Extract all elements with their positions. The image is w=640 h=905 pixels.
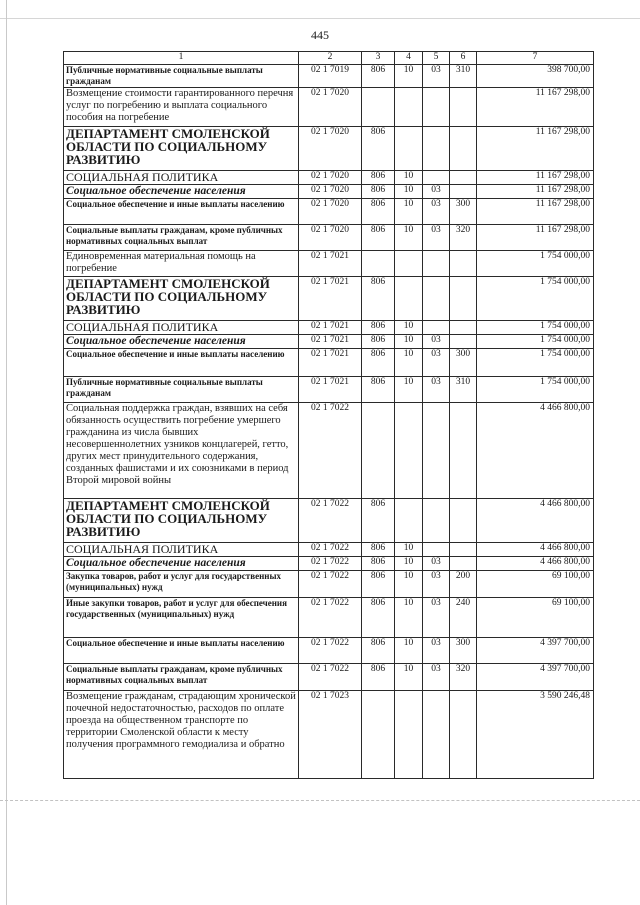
row-target-code: 02 1 7021: [299, 321, 362, 335]
row-section-code: 10: [395, 225, 423, 251]
row-expense-type-code: 320: [450, 664, 477, 691]
row-name: Социальное обеспечение населения: [64, 335, 299, 349]
row-department-code: 806: [362, 377, 395, 403]
row-department-code: 806: [362, 349, 395, 377]
row-amount: 1 754 000,00: [477, 321, 594, 335]
row-name: Единовременная материальная помощь на погребение: [64, 251, 299, 277]
budget-table: [63, 51, 594, 779]
table-row: [64, 557, 594, 571]
row-amount: 4 466 800,00: [477, 499, 594, 543]
row-subsection-code: 03: [423, 65, 450, 88]
row-amount: 11 167 298,00: [477, 88, 594, 127]
row-name: Социальные выплаты гражданам, кроме публичных нормативных социальных выплат: [64, 225, 299, 251]
row-subsection-code: 03: [423, 664, 450, 691]
row-expense-type-code: [450, 277, 477, 321]
row-expense-type-code: [450, 251, 477, 277]
row-department-code: 806: [362, 199, 395, 225]
row-subsection-code: [423, 171, 450, 185]
row-name: ДЕПАРТАМЕНТ СМОЛЕНСКОЙ ОБЛАСТИ ПО СОЦИАЛЬНОМУ РАЗВИТИЮ: [64, 277, 299, 321]
table-row: [64, 185, 594, 199]
row-target-code: 02 1 7021: [299, 277, 362, 321]
table-row: [64, 171, 594, 185]
row-target-code: 02 1 7023: [299, 691, 362, 779]
row-amount: 398 700,00: [477, 65, 594, 88]
row-expense-type-code: 310: [450, 65, 477, 88]
table-row: [64, 88, 594, 127]
row-department-code: 806: [362, 171, 395, 185]
row-amount: 1 754 000,00: [477, 377, 594, 403]
row-expense-type-code: [450, 557, 477, 571]
row-name: Публичные нормативные социальные выплаты гражданам: [64, 65, 299, 88]
row-name: Социальная поддержка граждан, взявших на себя обязанность осуществить погребение умершего гражданина из числа бывших несовершеннолетних узников концлагерей, гетто, других мест принудительного содержания, созданных фашистами и их союзниками в период Второй мировой войны: [64, 403, 299, 499]
row-expense-type-code: 300: [450, 638, 477, 664]
row-subsection-code: 03: [423, 335, 450, 349]
table-row: [64, 65, 594, 88]
row-subsection-code: [423, 691, 450, 779]
row-amount: 4 466 800,00: [477, 557, 594, 571]
row-amount: 3 590 246,48: [477, 691, 594, 779]
row-name: Социальное обеспечение и иные выплаты населению: [64, 638, 299, 664]
row-department-code: 806: [362, 598, 395, 638]
row-subsection-code: [423, 251, 450, 277]
scan-edge-left: [6, 0, 7, 905]
row-section-code: [395, 277, 423, 321]
row-section-code: 10: [395, 65, 423, 88]
table-row: [64, 225, 594, 251]
row-target-code: 02 1 7020: [299, 199, 362, 225]
row-section-code: 10: [395, 185, 423, 199]
row-department-code: 806: [362, 557, 395, 571]
row-amount: 1 754 000,00: [477, 251, 594, 277]
row-section-code: [395, 499, 423, 543]
row-section-code: 10: [395, 664, 423, 691]
row-target-code: 02 1 7022: [299, 571, 362, 598]
row-section-code: [395, 127, 423, 171]
row-expense-type-code: [450, 127, 477, 171]
scan-edge-top: [0, 18, 640, 19]
row-section-code: 10: [395, 557, 423, 571]
row-expense-type-code: 240: [450, 598, 477, 638]
table-row: [64, 598, 594, 638]
table-row: [64, 403, 594, 499]
row-name: СОЦИАЛЬНАЯ ПОЛИТИКА: [64, 171, 299, 185]
table-row: [64, 321, 594, 335]
table-row: [64, 277, 594, 321]
row-section-code: 10: [395, 171, 423, 185]
row-section-code: 10: [395, 199, 423, 225]
row-name: ДЕПАРТАМЕНТ СМОЛЕНСКОЙ ОБЛАСТИ ПО СОЦИАЛЬНОМУ РАЗВИТИЮ: [64, 499, 299, 543]
table-row: [64, 664, 594, 691]
row-department-code: 806: [362, 499, 395, 543]
row-name: Социальное обеспечение и иные выплаты населению: [64, 349, 299, 377]
row-subsection-code: 03: [423, 557, 450, 571]
row-expense-type-code: 300: [450, 349, 477, 377]
row-department-code: 806: [362, 335, 395, 349]
table-row: [64, 199, 594, 225]
header-col-4: 4: [395, 52, 423, 65]
row-section-code: 10: [395, 571, 423, 598]
row-amount: 11 167 298,00: [477, 225, 594, 251]
row-target-code: 02 1 7022: [299, 543, 362, 557]
row-name: Возмещение стоимости гарантированного перечня услуг по погребению и выплата социального пособия на погребение: [64, 88, 299, 127]
row-department-code: 806: [362, 185, 395, 199]
row-department-code: [362, 251, 395, 277]
row-amount: 1 754 000,00: [477, 349, 594, 377]
row-section-code: 10: [395, 543, 423, 557]
row-department-code: 806: [362, 638, 395, 664]
row-amount: 4 397 700,00: [477, 664, 594, 691]
row-target-code: 02 1 7022: [299, 664, 362, 691]
row-subsection-code: 03: [423, 185, 450, 199]
row-subsection-code: [423, 127, 450, 171]
row-section-code: [395, 251, 423, 277]
header-col-1: 1: [64, 52, 299, 65]
row-name: Публичные нормативные социальные выплаты гражданам: [64, 377, 299, 403]
row-target-code: 02 1 7020: [299, 185, 362, 199]
row-target-code: 02 1 7020: [299, 127, 362, 171]
row-name: Иные закупки товаров, работ и услуг для обеспечения государственных (муниципальных) нужд: [64, 598, 299, 638]
row-target-code: 02 1 7019: [299, 65, 362, 88]
row-amount: 11 167 298,00: [477, 185, 594, 199]
header-col-5: 5: [423, 52, 450, 65]
row-amount: 4 466 800,00: [477, 543, 594, 557]
row-section-code: 10: [395, 377, 423, 403]
row-amount: 4 397 700,00: [477, 638, 594, 664]
row-target-code: 02 1 7022: [299, 638, 362, 664]
row-target-code: 02 1 7022: [299, 598, 362, 638]
row-target-code: 02 1 7020: [299, 88, 362, 127]
row-section-code: 10: [395, 335, 423, 349]
row-name: Социальное обеспечение населения: [64, 557, 299, 571]
row-subsection-code: [423, 88, 450, 127]
row-subsection-code: [423, 277, 450, 321]
table-row: [64, 377, 594, 403]
row-expense-type-code: [450, 171, 477, 185]
row-amount: 1 754 000,00: [477, 335, 594, 349]
scan-fold-line: [0, 800, 640, 802]
row-name: Возмещение гражданам, страдающим хронической почечной недостаточностью, расходов по оплате проезда на общественном транспорте по территории Смоленской области к месту получения программного гемодиализа и обратно: [64, 691, 299, 779]
row-subsection-code: 03: [423, 598, 450, 638]
row-subsection-code: 03: [423, 225, 450, 251]
row-subsection-code: 03: [423, 377, 450, 403]
row-target-code: 02 1 7022: [299, 557, 362, 571]
table-row: [64, 251, 594, 277]
row-name: Социальное обеспечение населения: [64, 185, 299, 199]
row-department-code: 806: [362, 277, 395, 321]
row-subsection-code: [423, 321, 450, 335]
row-subsection-code: 03: [423, 638, 450, 664]
row-name: СОЦИАЛЬНАЯ ПОЛИТИКА: [64, 543, 299, 557]
row-amount: 11 167 298,00: [477, 199, 594, 225]
row-target-code: 02 1 7022: [299, 403, 362, 499]
row-department-code: [362, 88, 395, 127]
header-col-6: 6: [450, 52, 477, 65]
row-expense-type-code: [450, 543, 477, 557]
row-section-code: 10: [395, 349, 423, 377]
row-department-code: 806: [362, 225, 395, 251]
row-section-code: [395, 403, 423, 499]
row-expense-type-code: 310: [450, 377, 477, 403]
row-subsection-code: 03: [423, 349, 450, 377]
row-department-code: 806: [362, 571, 395, 598]
row-target-code: 02 1 7022: [299, 499, 362, 543]
table-row: [64, 127, 594, 171]
row-department-code: 806: [362, 543, 395, 557]
row-section-code: 10: [395, 598, 423, 638]
row-section-code: 10: [395, 321, 423, 335]
row-department-code: 806: [362, 664, 395, 691]
row-department-code: 806: [362, 127, 395, 171]
page-number: 445: [311, 28, 329, 42]
row-department-code: [362, 691, 395, 779]
row-expense-type-code: [450, 499, 477, 543]
row-department-code: 806: [362, 65, 395, 88]
table-row: [64, 335, 594, 349]
row-target-code: 02 1 7021: [299, 349, 362, 377]
row-expense-type-code: [450, 88, 477, 127]
row-subsection-code: [423, 543, 450, 557]
row-section-code: [395, 88, 423, 127]
row-expense-type-code: [450, 403, 477, 499]
row-expense-type-code: [450, 185, 477, 199]
table-row: [64, 571, 594, 598]
table-header-row: [64, 52, 594, 65]
table-row: [64, 543, 594, 557]
row-amount: 11 167 298,00: [477, 127, 594, 171]
row-section-code: 10: [395, 638, 423, 664]
row-amount: 1 754 000,00: [477, 277, 594, 321]
row-target-code: 02 1 7020: [299, 225, 362, 251]
row-amount: 69 100,00: [477, 598, 594, 638]
row-name: ДЕПАРТАМЕНТ СМОЛЕНСКОЙ ОБЛАСТИ ПО СОЦИАЛЬНОМУ РАЗВИТИЮ: [64, 127, 299, 171]
table-row: [64, 349, 594, 377]
row-name: Социальные выплаты гражданам, кроме публичных нормативных социальных выплат: [64, 664, 299, 691]
row-expense-type-code: 300: [450, 199, 477, 225]
table-row: [64, 638, 594, 664]
table-row: [64, 691, 594, 779]
table-row: [64, 499, 594, 543]
row-amount: 69 100,00: [477, 571, 594, 598]
header-col-3: 3: [362, 52, 395, 65]
row-subsection-code: [423, 403, 450, 499]
row-target-code: 02 1 7021: [299, 251, 362, 277]
row-amount: 4 466 800,00: [477, 403, 594, 499]
row-name: Закупка товаров, работ и услуг для государственных (муниципальных) нужд: [64, 571, 299, 598]
row-name: СОЦИАЛЬНАЯ ПОЛИТИКА: [64, 321, 299, 335]
row-expense-type-code: 200: [450, 571, 477, 598]
row-target-code: 02 1 7020: [299, 171, 362, 185]
row-expense-type-code: [450, 691, 477, 779]
row-department-code: 806: [362, 321, 395, 335]
row-amount: 11 167 298,00: [477, 171, 594, 185]
row-expense-type-code: [450, 335, 477, 349]
row-target-code: 02 1 7021: [299, 335, 362, 349]
row-expense-type-code: [450, 321, 477, 335]
header-col-7: 7: [477, 52, 594, 65]
row-subsection-code: 03: [423, 199, 450, 225]
row-subsection-code: [423, 499, 450, 543]
row-expense-type-code: 320: [450, 225, 477, 251]
row-name: Социальное обеспечение и иные выплаты населению: [64, 199, 299, 225]
row-section-code: [395, 691, 423, 779]
row-department-code: [362, 403, 395, 499]
row-target-code: 02 1 7021: [299, 377, 362, 403]
row-subsection-code: 03: [423, 571, 450, 598]
header-col-2: 2: [299, 52, 362, 65]
